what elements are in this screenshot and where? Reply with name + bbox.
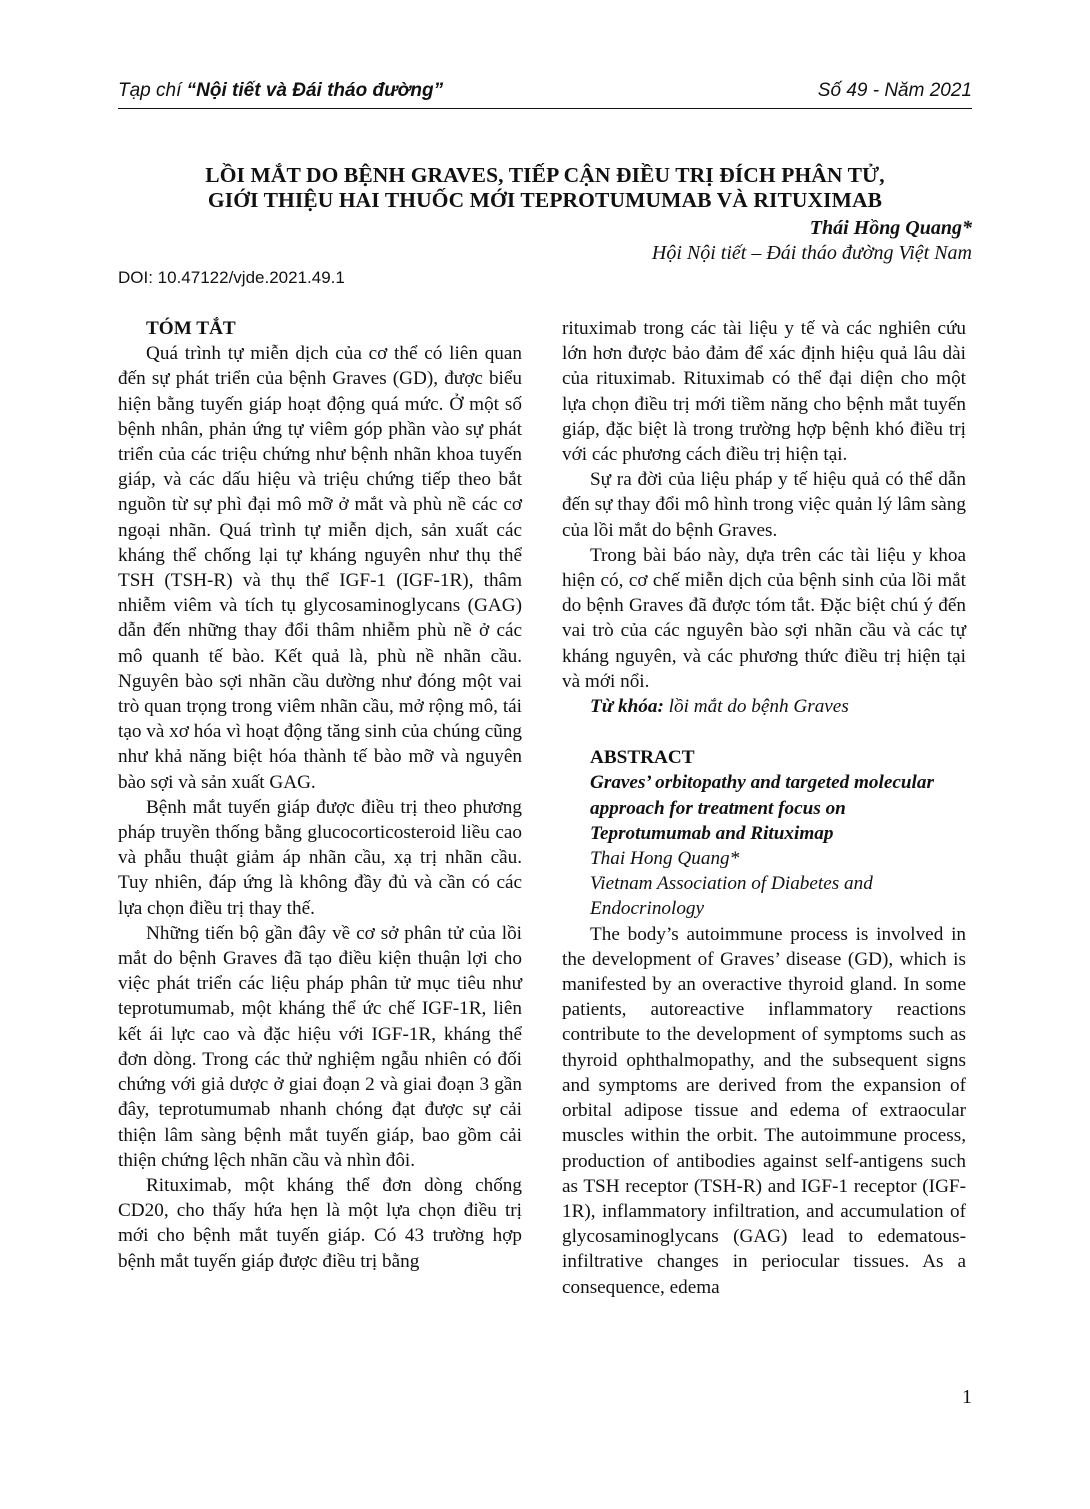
author-name: Thái Hồng Quang* [809, 217, 972, 239]
author-affiliation: Hội Nội tiết – Đái tháo đường Việt Nam [651, 242, 972, 264]
journal-name: “Nội tiết và Đái tháo đường” [186, 80, 444, 101]
abstract-affiliation: Endocrinology [590, 898, 705, 920]
article-title [118, 163, 972, 213]
keywords-text: lồi mắt do bệnh Graves [663, 696, 849, 718]
abstract-affiliation: Vietnam Association of Diabetes and [590, 873, 873, 895]
header-rule [118, 108, 972, 109]
summary-paragraph: Sự ra đời của liệu pháp y tế hiệu quả có thể dẫn đến sự thay đổi mô hình trong việc quản lý lâm sàng của lồi mắt do bệnh Graves. [562, 469, 966, 541]
journal-title [118, 80, 443, 102]
abstract-paragraph: The body’s autoimmune process is involved in the development of Graves’ disease (GD), which is manifested by an overactive thyroid gland. In some patients, autoreactive inflammatory reactions contribute to the development of symptoms such as thyroid ophthalmopathy, and the subsequent signs and symptoms are derived from the expansion of orbital adipose tissue and edema of extraocular muscles within the orbit. The autoimmune process, production of antibodies against self-antigens such as TSH receptor (TSH-R) and IGF-1 receptor (IGF-1R), inflammatory infiltration, and accumulation of glycosaminoglycans (GAG) lead to edematous-infiltrative changes in periocular tissues. As a consequence, edema [562, 923, 966, 1298]
journal-prefix: Tạp chí [118, 80, 187, 101]
summary-paragraph: Rituximab, một kháng thể đơn dòng chống CD20, cho thấy hứa hẹn là một lựa chọn điều trị mới cho bệnh mắt tuyến giáp. Có 43 trường hợp bệnh mắt tuyến giáp được điều trị bằng [118, 1174, 522, 1272]
abstract-title-line: Teprotumumab and Rituximap [590, 822, 834, 844]
summary-paragraph: Những tiến bộ gần đây về cơ sở phân tử của lồi mắt do bệnh Graves đã tạo điều kiện thuận lợi cho việc phát triển các liệu pháp phân tử mục tiêu như teprotumumab, một kháng thể ức chế IGF-1R, liên kết ái lực cao và đặc hiệu với IGF-1R, kháng thể đơn dòng. Trong các thử nghiệm ngẫu nhiên có đối chứng với giả dược ở giai đoạn 2 và giai đoạn 3 gần đây, teprotumumab nhanh chóng đạt được sự cải thiện lâm sàng bệnh mắt tuyến giáp, bao gồm cải thiện chứng lệch nhãn cầu và nhìn đôi. [118, 922, 522, 1171]
title-line: LỒI MẮT DO BỆNH GRAVES, TIẾP CẬN ĐIỀU TRỊ ĐÍCH PHÂN TỬ, [205, 163, 885, 187]
right-column [562, 316, 966, 1300]
summary-paragraph: Bệnh mắt tuyến giáp được điều trị theo phương pháp truyền thống bằng glucocorticosteroid liều cao và phẫu thuật giảm áp nhãn cầu, xạ trị nhãn cầu. Tuy nhiên, đáp ứng là không đầy đủ và cần có các lựa chọn điều trị thay thế. [118, 796, 522, 919]
abstract-title-line: Graves’ orbitopathy and targeted molecular [590, 772, 934, 794]
page-number: 1 [962, 1386, 972, 1408]
abstract-title-line: approach for treatment focus on [590, 797, 846, 819]
summary-paragraph: Trong bài báo này, dựa trên các tài liệu y khoa hiện có, cơ chế miễn dịch của bệnh sinh của lồi mắt do bệnh Graves đã được tóm tắt. Đặc biệt chú ý đến vai trò của các nguyên bào sợi nhãn cầu và các tự kháng nguyên, và các phương thức điều trị hiện tại và mới nổi. [562, 544, 966, 692]
keywords-label: Từ khóa: [590, 696, 664, 718]
summary-continued: rituximab trong các tài liệu y tế và các nghiên cứu lớn hơn được bảo đảm để xác định hiệu quả lâu dài của rituximab. Rituximab có thể đại diện cho một lựa chọn điều trị mới tiềm năng cho bệnh mắt tuyến giáp, đặc biệt là trong trường hợp bệnh khó điều trị với các phương cách điều trị hiện tại. [562, 318, 966, 466]
keywords [562, 694, 966, 719]
doi: DOI: 10.47122/vjde.2021.49.1 [118, 268, 345, 287]
issue-label: Số 49 - Năm 2021 [817, 80, 972, 101]
running-header [118, 80, 972, 110]
abstract-heading: ABSTRACT [590, 747, 695, 769]
summary-heading: TÓM TẮT [146, 318, 236, 339]
author-block [652, 216, 972, 266]
left-column [118, 316, 522, 1274]
title-line: GIỚI THIỆU HAI THUỐC MỚI TEPROTUMUMAB VÀ RITUXIMAB [207, 188, 883, 212]
summary-paragraph: Quá trình tự miễn dịch của cơ thể có liên quan đến sự phát triển của bệnh Graves (GD), được biểu hiện bằng tuyến giáp hoạt động quá mức. Ở một số bệnh nhân, phản ứng tự viêm góp phần vào sự phát triển của các triệu chứng như bệnh nhãn khoa tuyến giáp, và các dấu hiệu và triệu chứng tiếp theo bắt nguồn từ sự phì đại mô mỡ ở mắt và phù nề các cơ ngoại nhãn. Quá trình tự miễn dịch, sản xuất các kháng thể chống lại tự kháng nguyên như thụ thể TSH (TSH-R) và thụ thể IGF-1 (IGF-1R), thâm nhiễm viêm và tích tụ glycosaminoglycans (GAG) dẫn đến những thay đổi thâm nhiễm phù nề ở các mô quanh tế bào. Kết quả là, phù nề nhãn cầu. Nguyên bào sợi nhãn cầu dường như đóng một vai trò quan trọng trong viêm nhãn cầu, mở rộng mô, tái tạo và xơ hóa vì hoạt động tăng sinh của chúng cũng như khả năng biệt hóa thành tế bào mỡ và nguyên bào sợi và sản xuất GAG. [118, 343, 522, 793]
abstract-author: Thai Hong Quang* [590, 848, 740, 870]
